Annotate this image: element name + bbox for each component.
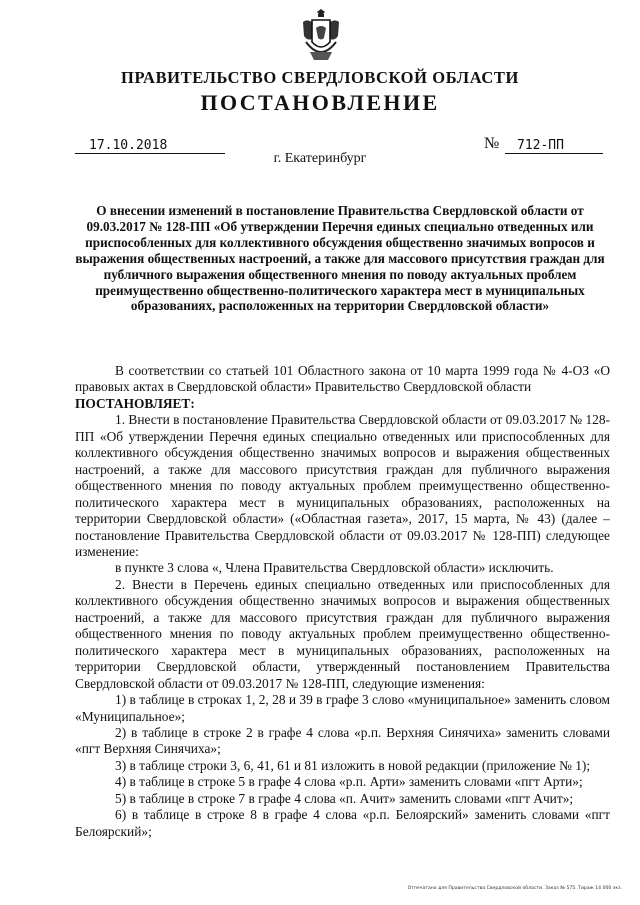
document-body	[75, 363, 610, 840]
paragraph: 3) в таблице строки 3, 6, 41, 61 и 81 изложить в новой редакции (приложение № 1);	[115, 757, 591, 773]
intro-paragraph: В соответствии со статьей 101 Областного закона от 10 марта 1999 года № 4-ОЗ «О правовых актах в Свердловской области» Правительство Свердловской области	[75, 363, 610, 395]
paragraph: 2) в таблице в строке 2 в графе 4 слова «р.п. Верхняя Синячиха» заменить словами «пгт Верхняя Синячиха»;	[75, 724, 610, 757]
document-date: 17.10.2018	[75, 138, 225, 154]
paragraph: 6) в таблице в строке 8 в графе 4 слова «р.п. Белоярский» заменить словами «пгт Белоярский»;	[75, 807, 610, 839]
paragraph: 1) в таблице в строках 1, 2, 28 и 39 в графе 3 слово «муниципальное» заменить словом «Муниципальное»;	[75, 692, 610, 724]
paragraph: 1. Внести в постановление Правительства Свердловской области от 09.03.2017 № 128-ПП «Об утверждении Перечня единых специально отведенных или приспособленных для коллективного обсуждения общественно значимых вопросов и выражения общественных настроений, а также для массового присутствия граждан для публичного выражения общественного мнения по поводу актуальных проблем преимущественно общественно-политического характера мест в муниципальных образованиях, расположенных на территории Свердловской области» («Областная газета», 2017, 15 марта, № 43) (далее – постановление Правительства Свердловской области от 09.03.2017 № 128-ПП) следующее изменение:	[75, 412, 610, 559]
document-number: 712-ПП	[505, 138, 603, 154]
paragraph: 2. Внести в Перечень единых специально отведенных или приспособленных для коллективного обсуждения общественно значимых вопросов и выражения общественных настроений, а также для массового присутствия граждан для публичного выражения общественного мнения по поводу актуальных проблем преимущественно общественно-политического характера мест в муниципальных образованиях, расположенных на территории Свердловской области, утвержденный постановлением Правительства Свердловской области от 09.03.2017 № 128-ПП, следующие изменения:	[75, 576, 610, 691]
paragraph: 4) в таблице в строке 5 в графе 4 слова «р.п. Арти» заменить словами «пгт Арти»;	[115, 774, 583, 790]
paragraph: в пункте 3 слова «, Члена Правительства Свердловской области» исключить.	[115, 560, 554, 576]
print-footer: Отпечатано для Правительства Свердловской области. Заказ № 575. Тираж 14 000 экз.	[407, 886, 622, 891]
number-sign: №	[484, 135, 500, 152]
government-name: ПРАВИТЕЛЬСТВО СВЕРДЛОВСКОЙ ОБЛАСТИ	[121, 68, 519, 87]
decree-heading: ПОСТАНОВЛЯЕТ:	[75, 395, 195, 411]
paragraph: 5) в таблице в строке 7 в графе 4 слова «п. Ачит» заменить словами «пгт Ачит»;	[115, 790, 574, 806]
document-title: О внесении изменений в постановление Правительства Свердловской области от 09.03.2017 № 128-ПП «Об утверждении Перечня единых специально отведенных или приспособленных для коллективного обсуждения общественно значимых вопросов и выражения общественных настроений, а также для массового присутствия граждан для публичного выражения общественного мнения по поводу актуальных проблем преимущественно общественно-политического характера мест в муниципальных образованиях, расположенных на территории Свердловской области»	[75, 203, 605, 314]
coat-of-arms-icon	[300, 8, 342, 64]
document-type: ПОСТАНОВЛЕНИЕ	[200, 90, 440, 115]
city: г. Екатеринбург	[273, 151, 367, 166]
